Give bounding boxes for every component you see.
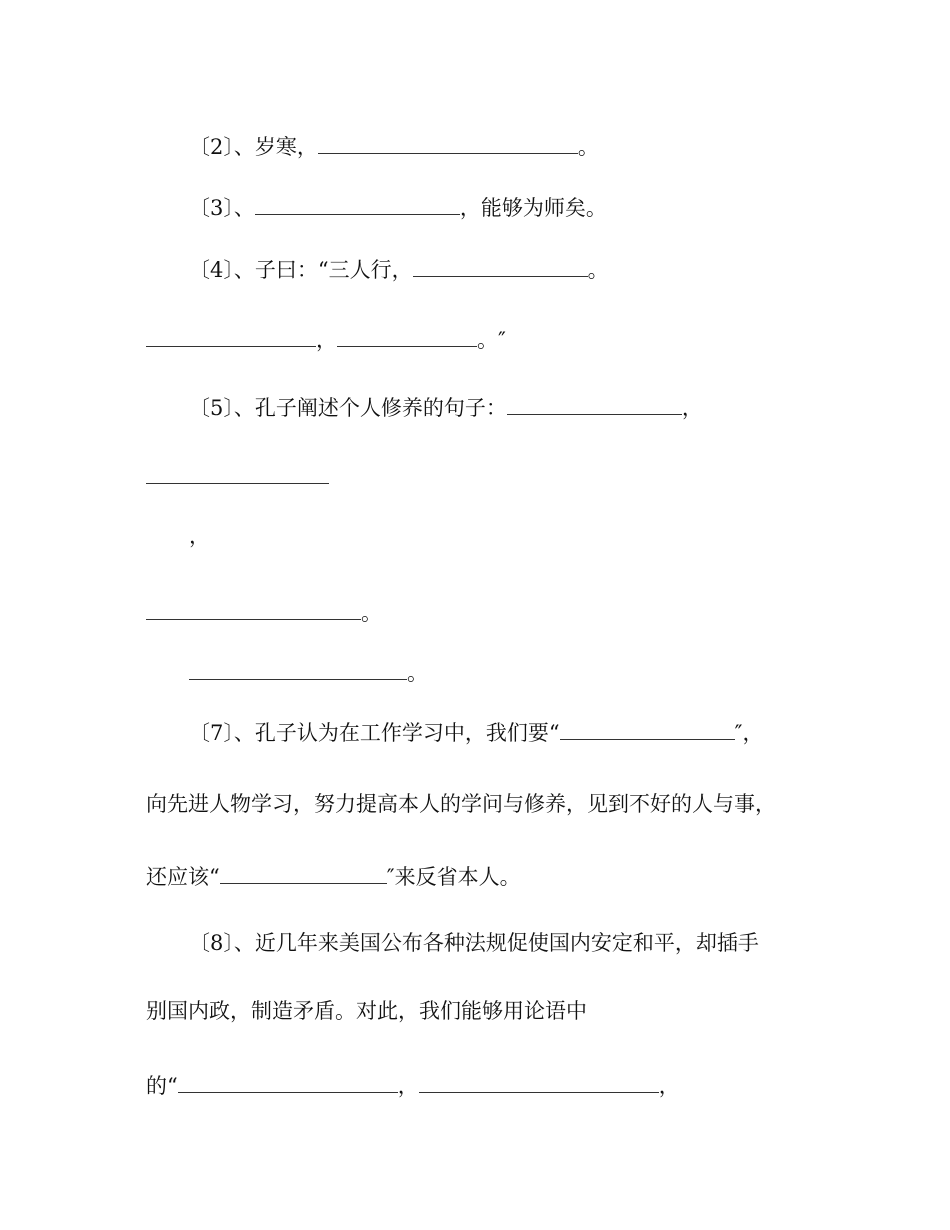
question-7-close: ″， (734, 721, 764, 745)
question-4-end: 。 (587, 258, 609, 282)
question-8-comma-1: ， (397, 1074, 419, 1098)
question-8-comma-2: ， (658, 1074, 680, 1098)
answer-blank-7a[interactable] (560, 719, 735, 740)
question-4-comma: ， (316, 328, 337, 352)
answer-blank-8a[interactable] (178, 1072, 398, 1093)
question-4-line-1 (189, 255, 609, 285)
answer-blank-5b[interactable] (146, 463, 329, 484)
answer-blank-8b[interactable] (419, 1072, 659, 1093)
question-6-period-visible: 。 (407, 661, 428, 685)
answer-blank-3[interactable] (255, 194, 460, 215)
question-6-line-1 (189, 521, 210, 551)
question-5-comma: ， (681, 396, 703, 420)
question-3-line (189, 193, 607, 223)
question-8-de: 的“ (146, 1074, 178, 1098)
answer-blank-4b[interactable] (146, 326, 316, 347)
answer-blank-6b[interactable] (189, 659, 407, 680)
question-7-line-2 (146, 789, 776, 819)
question-6-line-3 (189, 658, 428, 688)
question-5-line-1 (189, 393, 703, 423)
question-7-line-3 (146, 862, 521, 892)
question-7-line-1 (189, 718, 763, 748)
question-8-continuation: 别国内政，制造矛盾。对此，我们能够用论语中 (146, 999, 587, 1023)
question-3-label: 〔3〕、 (189, 196, 255, 220)
question-2-line (189, 132, 599, 162)
question-5-line-2 (146, 462, 329, 492)
question-5-text: 〔5〕、孔子阐述个人修养的句子： (189, 396, 507, 420)
question-6-comma-mark: 。 (361, 601, 382, 625)
question-8-line-2 (146, 996, 587, 1026)
answer-blank-6a[interactable] (146, 599, 361, 620)
question-8-line-1 (189, 928, 759, 958)
answer-blank-4a[interactable] (413, 256, 588, 277)
question-8-text: 〔8〕、近几年来美国公布各种法规促使国内安定和平，却插手 (189, 931, 759, 955)
question-2-end: 。 (577, 135, 599, 159)
question-3-text: ，能够为师矣。 (459, 196, 607, 220)
question-7-end: ″来反省本人。 (386, 865, 521, 889)
question-6-line-2 (146, 598, 382, 628)
question-4-line-2 (146, 325, 506, 355)
question-4-text: 〔4〕、子曰：“三人行， (189, 258, 413, 282)
question-8-line-3 (146, 1071, 680, 1101)
question-7-continuation: 向先进人物学习，努力提高本人的学问与修养，见到不好的人与事， (146, 792, 776, 816)
question-6-text: ， (189, 524, 210, 548)
question-7-text: 〔7〕、孔子认为在工作学习中，我们要“ (189, 721, 560, 745)
question-2-text: 〔2〕、岁寒， (189, 135, 318, 159)
answer-blank-4c[interactable] (337, 326, 477, 347)
answer-blank-5a[interactable] (507, 394, 682, 415)
answer-blank-7b[interactable] (220, 863, 387, 884)
question-4-close: 。″ (477, 328, 506, 352)
question-7-should: 还应该“ (146, 865, 220, 889)
answer-blank-2[interactable] (318, 133, 578, 154)
